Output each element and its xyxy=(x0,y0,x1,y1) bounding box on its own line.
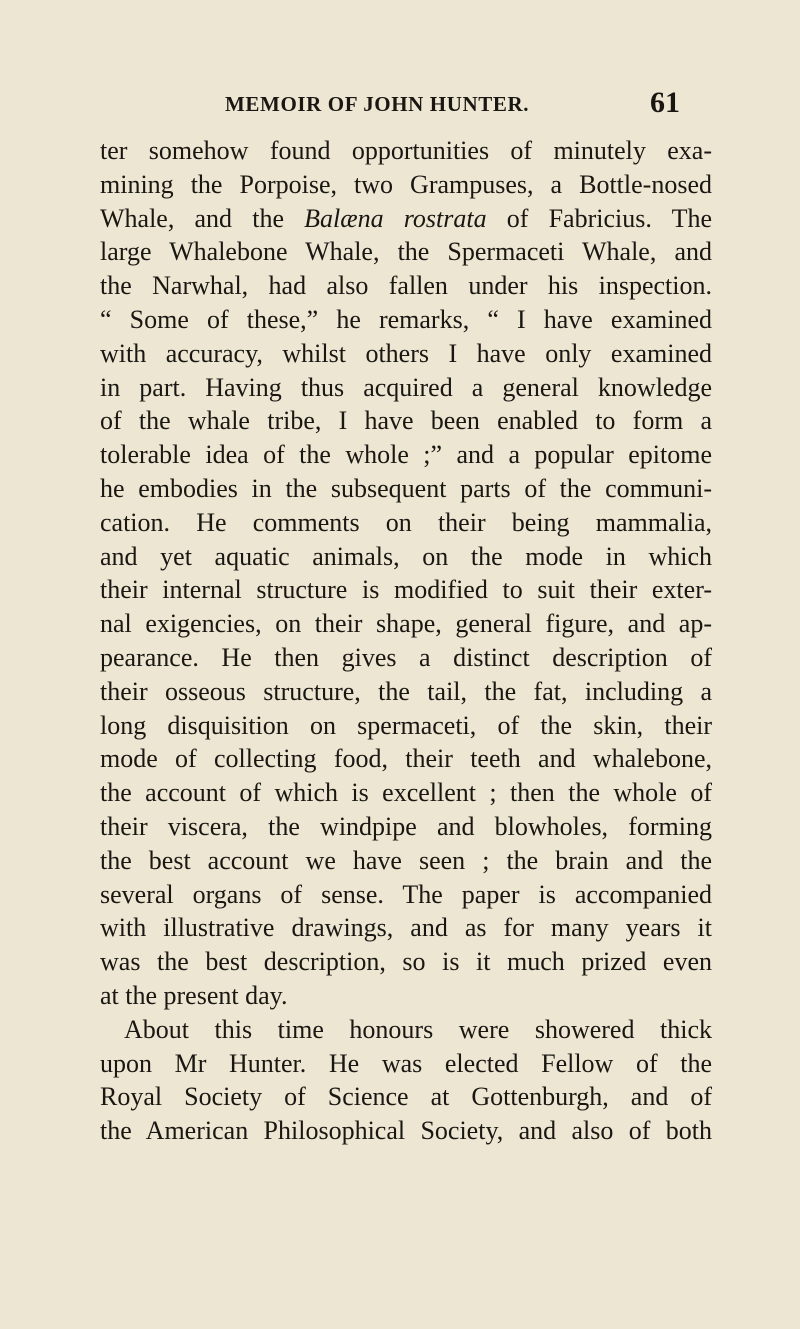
text-line: large Whalebone Whale, the Spermaceti Whale, and xyxy=(100,237,712,267)
running-head xyxy=(225,86,680,122)
text-line: mining the Porpoise, two Grampuses, a Bottle-nosed xyxy=(100,169,712,199)
text-line: tolerable idea of the whole ;” and a popular epitome xyxy=(100,440,712,470)
text-line: nal exigencies, on their shape, general figure, and ap- xyxy=(100,609,712,639)
text-line: their internal structure is modified to suit their exter- xyxy=(100,575,712,605)
text-segment: of Fabricius. The xyxy=(486,203,712,233)
text-line: their osseous structure, the tail, the fat, including a xyxy=(100,676,712,706)
text-line: and yet aquatic animals, on the mode in which xyxy=(100,541,712,571)
text-line: of the whale tribe, I have been enabled to form a xyxy=(100,406,712,436)
text-line: the American Philosophical Society, and also of both xyxy=(100,1116,712,1146)
text-line: mode of collecting food, their teeth and whalebone, xyxy=(100,744,712,774)
text-line: Royal Society of Science at Gottenburgh, and of xyxy=(100,1082,712,1112)
text-line: with accuracy, whilst others I have only examined xyxy=(100,338,712,368)
text-line: the Narwhal, had also fallen under his inspection. xyxy=(100,271,712,301)
text-line: ter somehow found opportunities of minutely exa- xyxy=(100,136,712,165)
text-line: he embodies in the subsequent parts of the communi- xyxy=(100,473,712,503)
body-text xyxy=(100,134,712,1148)
text-line: was the best description, so is it much prized even xyxy=(100,947,712,977)
text-line: long disquisition on spermaceti, of the skin, their xyxy=(100,710,712,740)
text-line: several organs of sense. The paper is accompanied xyxy=(100,879,712,909)
species-name: Balæna rostrata xyxy=(304,203,487,233)
text-line: with illustrative drawings, and as for many years it xyxy=(100,913,712,943)
text-line: at the present day. xyxy=(100,980,288,1010)
text-line xyxy=(100,202,712,236)
text-line: upon Mr Hunter. He was elected Fellow of the xyxy=(100,1048,712,1078)
text-line: “ Some of these,” he remarks, “ I have examined xyxy=(100,304,712,334)
running-title: MEMOIR OF JOHN HUNTER. xyxy=(225,92,530,116)
page-number: 61 xyxy=(650,86,680,119)
text-line: the best account we have seen ; the brain and the xyxy=(100,845,712,875)
text-segment: Whale, and the xyxy=(100,203,305,233)
text-line: their viscera, the windpipe and blowholes, forming xyxy=(100,811,712,841)
text-line: in part. Having thus acquired a general knowledge xyxy=(100,372,712,402)
text-line: cation. He comments on their being mammalia, xyxy=(100,507,712,537)
paragraph-start-line: About this time honours were showered thick xyxy=(124,1014,712,1044)
text-line: pearance. He then gives a distinct description of xyxy=(100,642,712,672)
text-line: the account of which is excellent ; then the whole of xyxy=(100,778,712,808)
